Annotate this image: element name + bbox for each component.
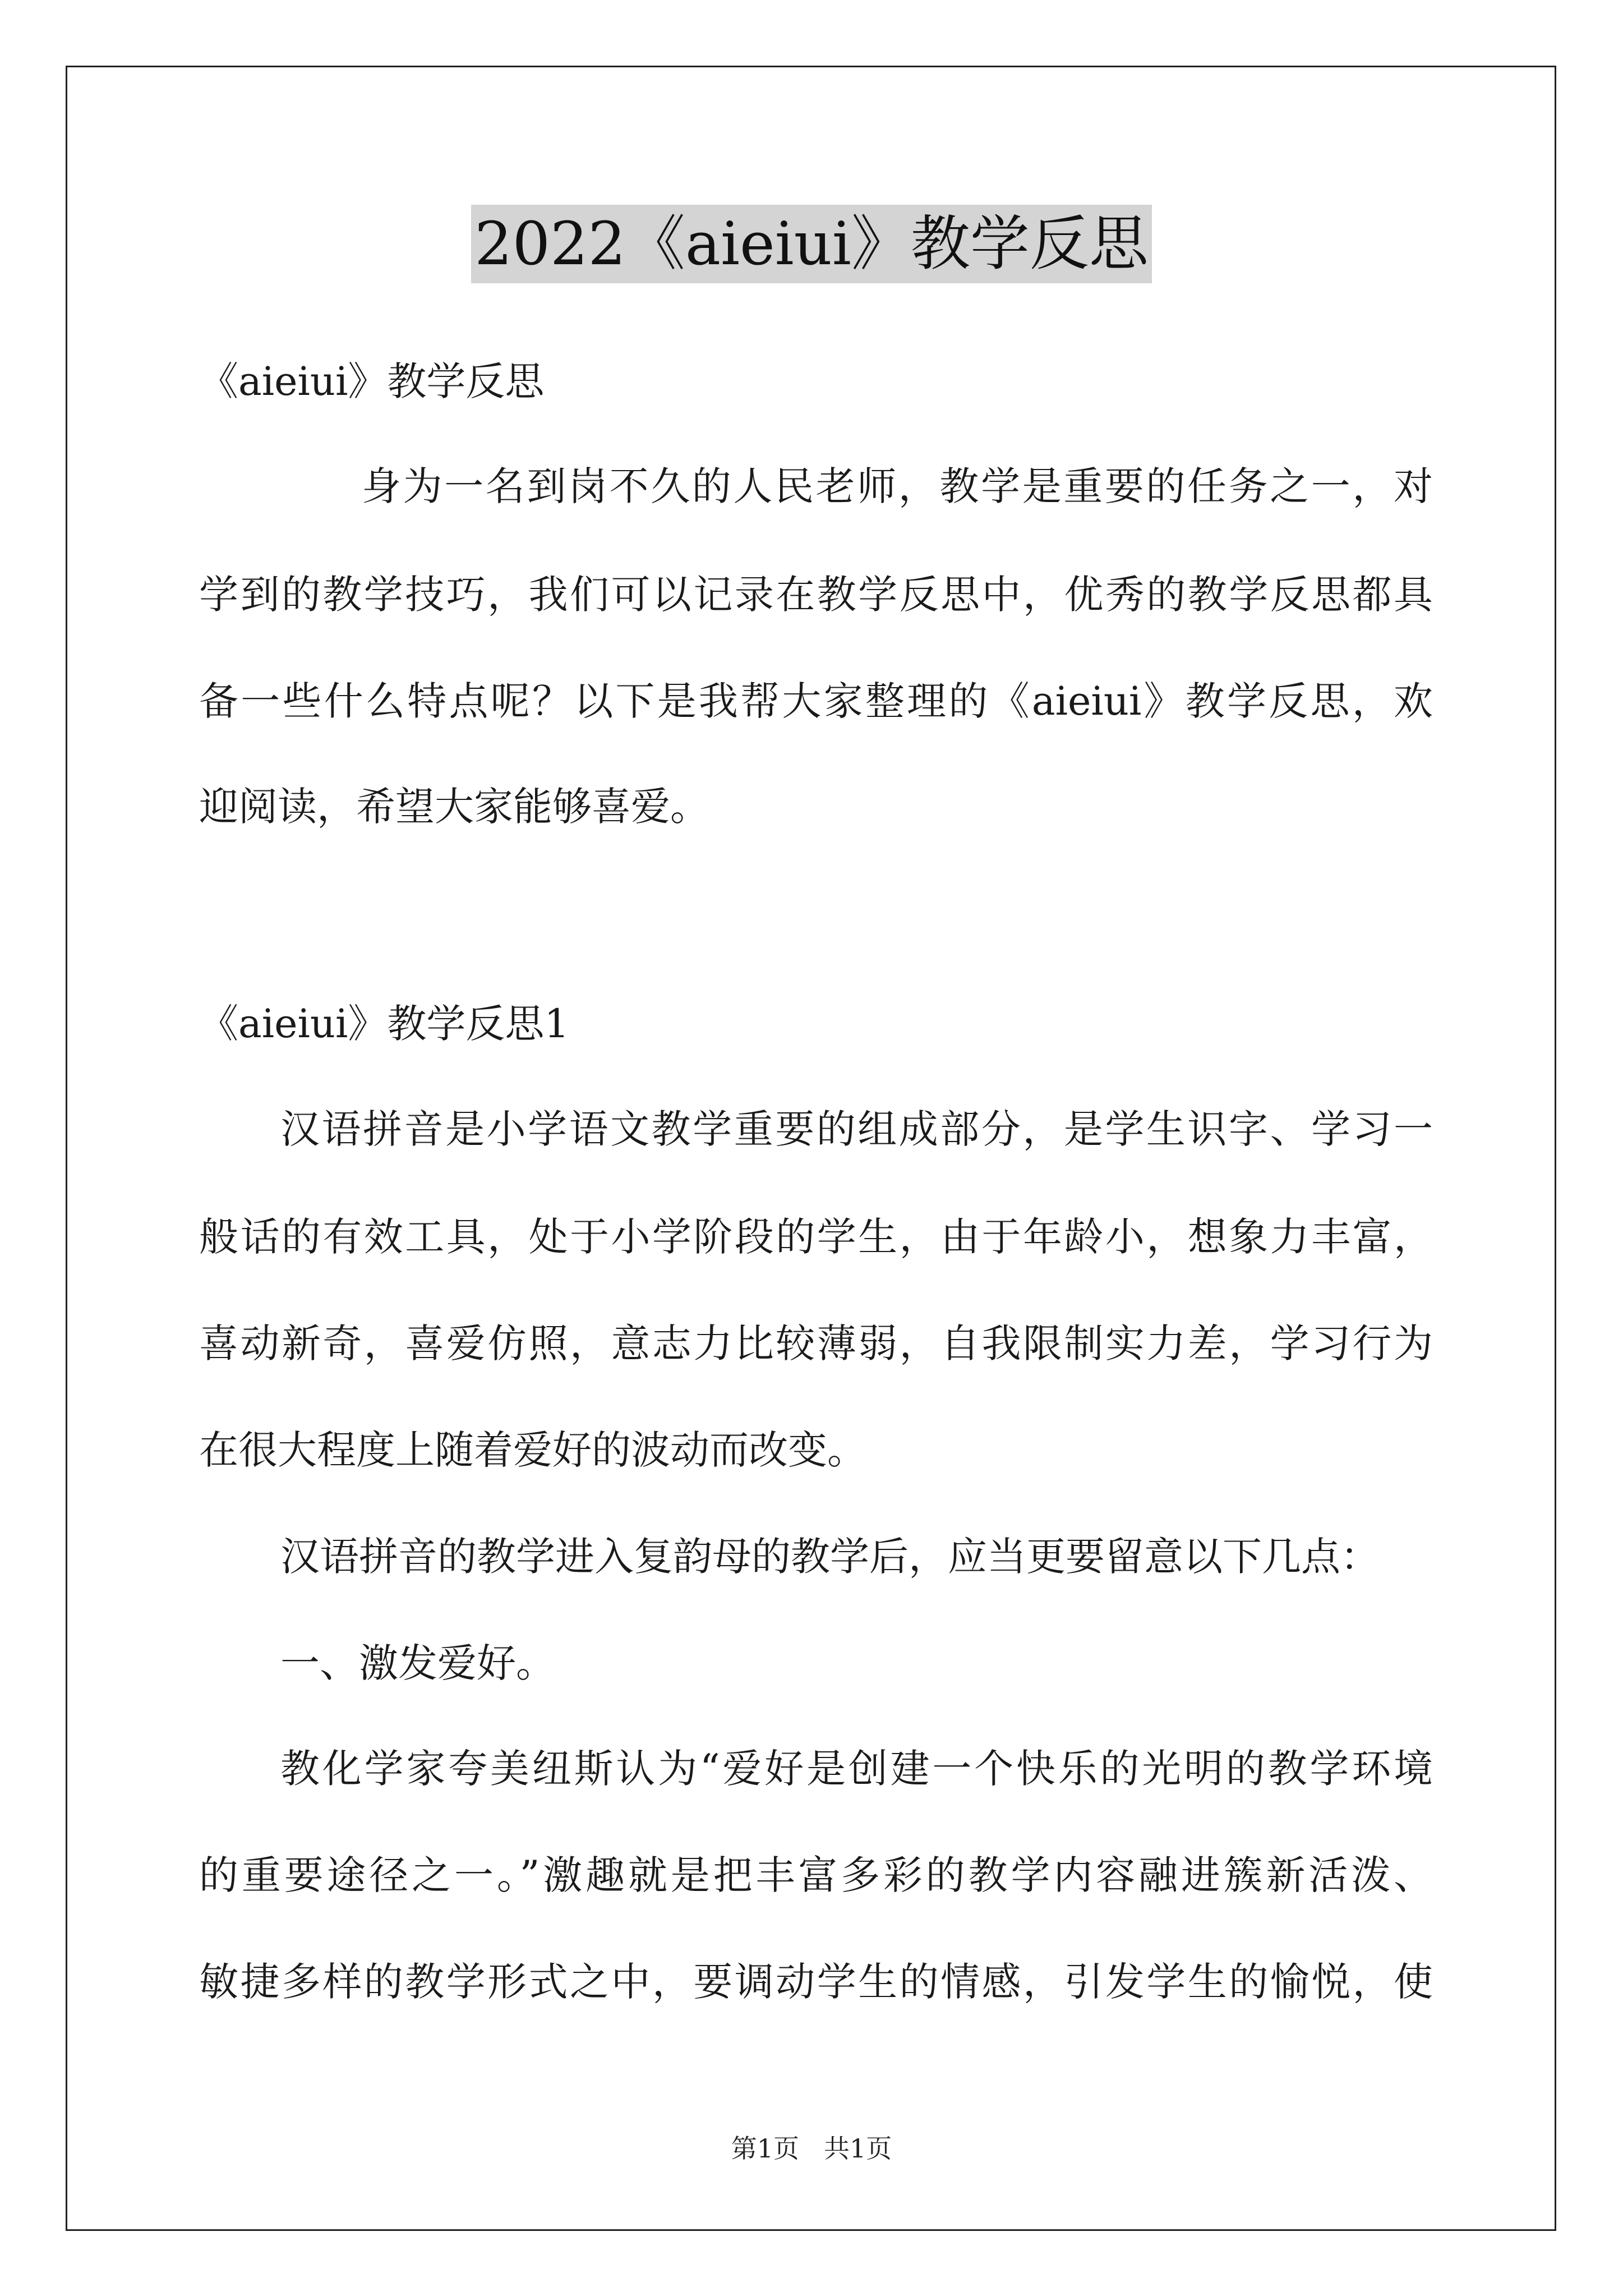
paragraph-line: 般话的有效工具，处于小学阶段的学生，由于年龄小，想象力丰富， — [199, 1214, 1433, 1260]
paragraph-line: 教化学家夸美纽斯认为“爱好是创建一个快乐的光明的教学环境 — [280, 1746, 1433, 1792]
total-pages-label: 共1页 — [824, 2133, 892, 2164]
paragraph-line: 在很大程度上随着爱好的波动而改变。 — [199, 1427, 866, 1473]
paragraph-line: 的重要途径之一。”激趣就是把丰富多彩的教学内容融进簇新活泼、 — [199, 1852, 1433, 1898]
title-block — [0, 205, 1623, 283]
paragraph-line: 身为一名到岗不久的人民老师，教学是重要的任务之一，对 — [362, 463, 1433, 509]
paragraph-line: 学到的教学技巧，我们可以记录在教学反思中，优秀的教学反思都具 — [199, 572, 1433, 618]
subtitle: 《aieiui》教学反思 — [199, 358, 545, 404]
document-title: 2022《aieiui》教学反思 — [471, 205, 1152, 283]
page-footer — [0, 2132, 1623, 2165]
section-heading: 《aieiui》教学反思1 — [199, 1001, 569, 1047]
paragraph-line: 汉语拼音的教学进入复韵母的教学后，应当更要留意以下几点： — [280, 1534, 1380, 1580]
paragraph-line: 喜动新奇，喜爱仿照，意志力比较薄弱，自我限制实力差，学习行为 — [199, 1320, 1433, 1366]
paragraph-line: 迎阅读，希望大家能够喜爱。 — [199, 784, 709, 830]
paragraph-line: 一、激发爱好。 — [280, 1640, 555, 1686]
paragraph-line: 备一些什么特点呢？以下是我帮大家整理的《aieiui》教学反思，欢 — [199, 678, 1433, 724]
paragraph-line: 敏捷多样的教学形式之中，要调动学生的情感，引发学生的愉悦，使 — [199, 1959, 1433, 2005]
paragraph-line: 汉语拼音是小学语文教学重要的组成部分，是学生识字、学习一 — [280, 1106, 1433, 1152]
current-page-label: 第1页 — [731, 2133, 799, 2164]
